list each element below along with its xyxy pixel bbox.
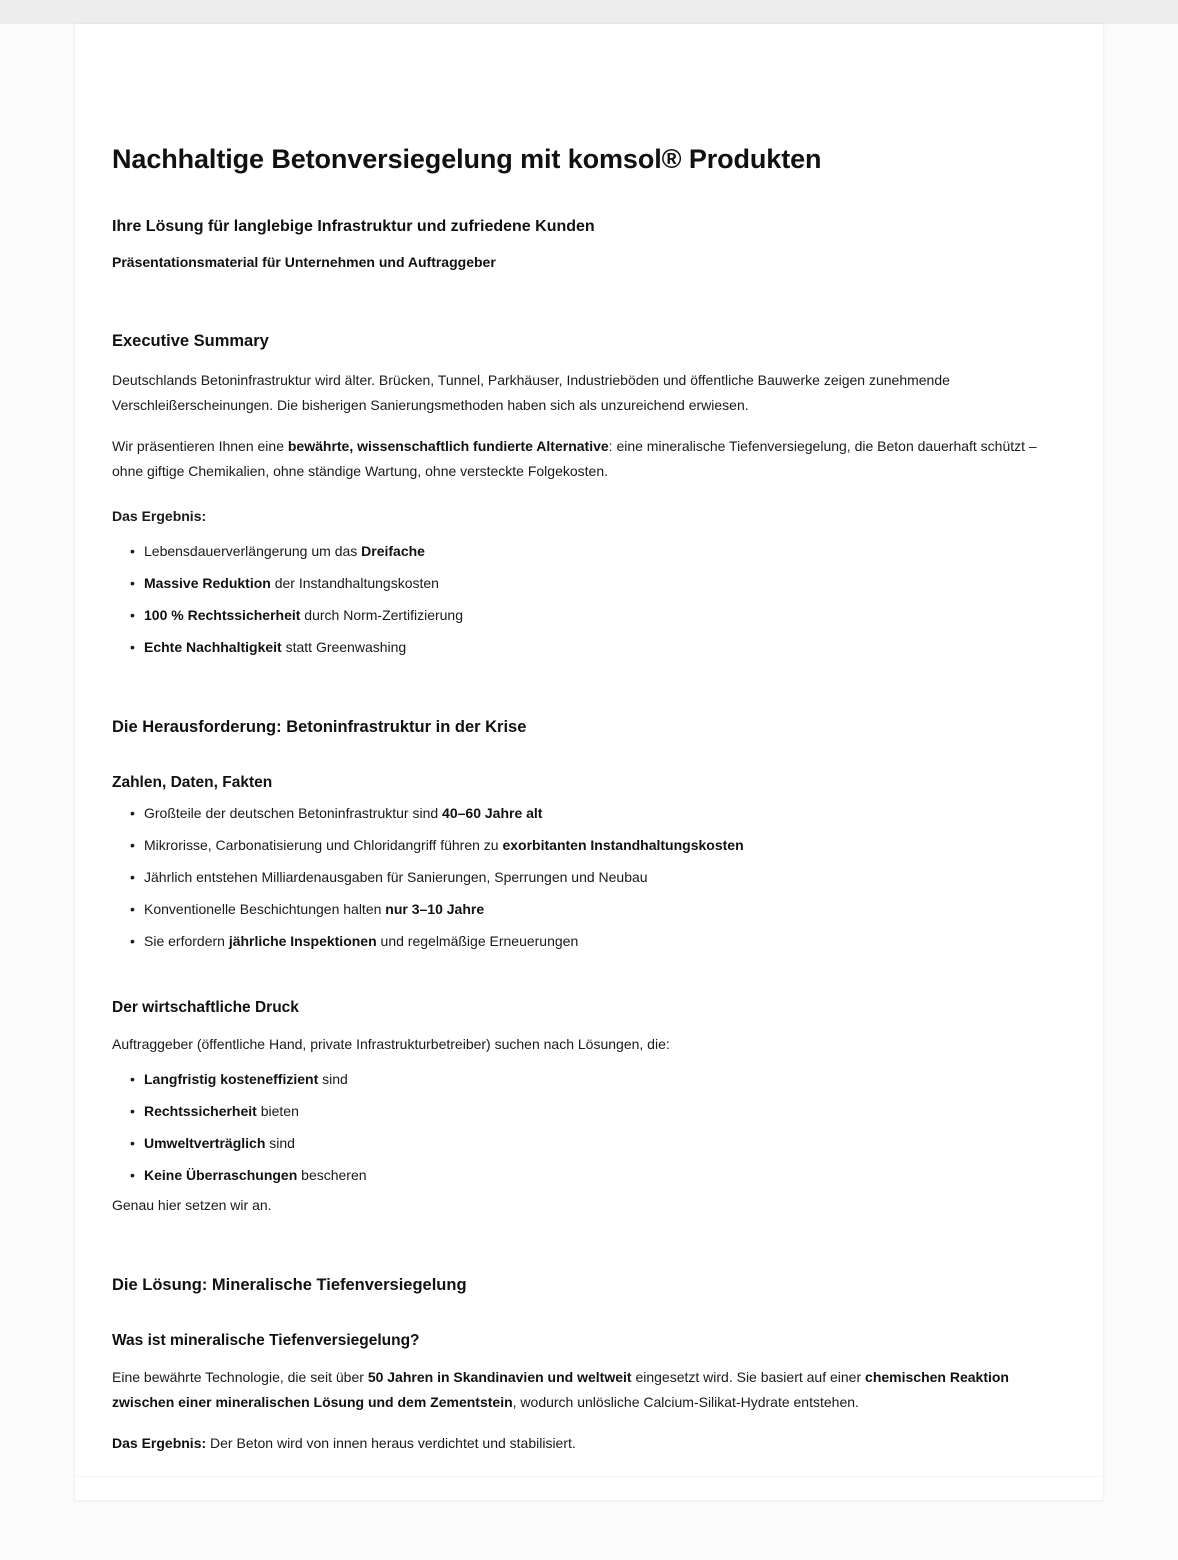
bullet-dot-icon: •: [130, 607, 135, 623]
list-item: [112, 1101, 1063, 1122]
list-item-text-after: der Instandhaltungskosten: [270, 575, 439, 591]
list-item: [112, 931, 1063, 952]
list-item-text-after: sind: [318, 1071, 348, 1087]
list-item-text-before: Jährlich entstehen Milliardenausgaben für Sanierungen, Sperrungen und Neubau: [144, 869, 648, 885]
list-item-emphasis: Dreifache: [361, 543, 425, 559]
bullet-dot-icon: •: [130, 837, 135, 853]
bullet-dot-icon: •: [130, 1167, 135, 1183]
list-item: [112, 605, 1063, 626]
economic-pressure-bullet-list: [112, 1057, 1063, 1186]
list-item: [112, 1133, 1063, 1154]
list-item: [112, 573, 1063, 594]
list-item-text-before: Sie erfordern: [144, 933, 229, 949]
page-break-hairline: [75, 1476, 1103, 1477]
list-item-text-before: Lebensdauerverlängerung um das: [144, 543, 362, 559]
executive-summary-paragraph-1: Deutschlands Betoninfrastruktur wird älter. Brücken, Tunnel, Parkhäuser, Industrieböden und öffentliche Bauwerke zeigen zunehmende Verschleißerscheinungen. Die bisherigen Sanierungsmethoden haben sich als unzureichend erwiesen.: [112, 372, 950, 413]
bullet-dot-icon: •: [130, 575, 135, 591]
bullet-dot-icon: •: [130, 543, 135, 559]
bullet-dot-icon: •: [130, 901, 135, 917]
bullet-dot-icon: •: [130, 869, 135, 885]
paragraph-2-text-after: : eine mineralische Tiefenversiegelung, die Beton dauerhaft schützt – ohne giftige Chemikalien, ohne ständige Wartung, ohne versteckte Folgekosten.: [112, 438, 1037, 479]
economic-pressure-intro: Auftraggeber (öffentliche Hand, private Infrastrukturbetreiber) suchen nach Lösungen, die:: [112, 1036, 670, 1052]
sub-heading-what-is-sealing: Was ist mineralische Tiefenversiegelung?: [112, 1332, 420, 1349]
document-page: [75, 24, 1103, 1500]
sub-heading-economic-pressure: Der wirtschaftliche Druck: [112, 999, 299, 1016]
bullet-dot-icon: •: [130, 1103, 135, 1119]
executive-summary-result-label: Das Ergebnis:: [112, 508, 207, 524]
solution-emphasis-1: 50 Jahren in Skandinavien und weltweit: [367, 1369, 632, 1385]
viewport-top-band: [0, 0, 1178, 24]
bullet-dot-icon: •: [130, 639, 135, 655]
bullet-dot-icon: •: [130, 805, 135, 821]
bullet-dot-icon: •: [130, 1135, 135, 1151]
list-item-emphasis: Keine Überraschungen: [144, 1167, 298, 1183]
list-item: [112, 637, 1063, 658]
list-item-text-after: sind: [265, 1135, 295, 1151]
list-item: [112, 1069, 1063, 1090]
document-subtitle-primary: Ihre Lösung für langlebige Infrastruktur und zufriedene Kunden: [112, 218, 595, 235]
section-heading-challenge: Die Herausforderung: Betoninfrastruktur in der Krise: [112, 718, 527, 736]
list-item-text-before: Großteile der deutschen Betoninfrastruktur sind: [144, 805, 443, 821]
solution-emphasis-2: chemischen Reaktion zwischen einer mineralischen Lösung und dem Zementstein: [112, 1369, 1009, 1410]
executive-summary-paragraph-2: [112, 418, 1063, 484]
list-item-text-before: Konventionelle Beschichtungen halten: [144, 901, 386, 917]
list-item-text-before: Mikrorisse, Carbonatisierung und Chloridangriff führen zu: [144, 837, 503, 853]
list-item-text-after: und regelmäßige Erneuerungen: [376, 933, 579, 949]
sub-heading-facts: Zahlen, Daten, Fakten: [112, 774, 273, 791]
solution-text-part-3: , wodurch unlösliche Calcium-Silikat-Hydrate entstehen.: [512, 1394, 859, 1410]
challenge-facts-bullet-list: [112, 793, 1063, 952]
list-item: [112, 803, 1063, 824]
list-item: [112, 835, 1063, 856]
list-item: [112, 899, 1063, 920]
list-item-text-after: statt Greenwashing: [281, 639, 407, 655]
solution-result-label: Das Ergebnis:: [112, 1435, 207, 1451]
document-content: [112, 24, 1063, 1456]
list-item-emphasis: Echte Nachhaltigkeit: [144, 639, 282, 655]
list-item-text-after: bieten: [256, 1103, 299, 1119]
paragraph-2-text-before: Wir präsentieren Ihnen eine: [112, 438, 288, 454]
list-item-emphasis: Langfristig kosteneffizient: [144, 1071, 319, 1087]
list-item-text-after: bescheren: [297, 1167, 367, 1183]
list-item-emphasis: Umweltverträglich: [144, 1135, 266, 1151]
solution-result-paragraph: [112, 1415, 1063, 1456]
bullet-dot-icon: •: [130, 1071, 135, 1087]
list-item: [112, 867, 1063, 888]
list-item-emphasis: Massive Reduktion: [144, 575, 271, 591]
list-item: [112, 541, 1063, 562]
page-title: Nachhaltige Betonversiegelung mit komsol® Produkten: [112, 144, 822, 174]
list-item-emphasis: exorbitanten Instandhaltungskosten: [502, 837, 744, 853]
document-subtitle-secondary: Präsentationsmaterial für Unternehmen und Auftraggeber: [112, 254, 496, 270]
executive-summary-bullet-list: [112, 529, 1063, 658]
bullet-dot-icon: •: [130, 933, 135, 949]
solution-text-part-2: eingesetzt wird. Sie basiert auf einer: [631, 1369, 866, 1385]
solution-description-paragraph: [112, 1351, 1063, 1415]
solution-result-text: Der Beton wird von innen heraus verdichtet und stabilisiert.: [206, 1435, 576, 1451]
list-item-emphasis: Rechtssicherheit: [144, 1103, 257, 1119]
list-item-text-after: durch Norm-Zertifizierung: [300, 607, 464, 623]
list-item-emphasis: nur 3–10 Jahre: [385, 901, 485, 917]
section-heading-solution: Die Lösung: Mineralische Tiefenversiegelung: [112, 1276, 467, 1294]
list-item: [112, 1165, 1063, 1186]
solution-text-part-1: Eine bewährte Technologie, die seit über: [112, 1369, 368, 1385]
section-heading-executive-summary: Executive Summary: [112, 332, 269, 350]
document-page-inner: [75, 24, 1103, 1456]
list-item-emphasis: 100 % Rechtssicherheit: [144, 607, 301, 623]
challenge-closing-line: Genau hier setzen wir an.: [112, 1197, 272, 1213]
list-item-emphasis: jährliche Inspektionen: [228, 933, 377, 949]
paragraph-2-emphasis: bewährte, wissenschaftlich fundierte Alternative: [287, 438, 609, 454]
list-item-emphasis: 40–60 Jahre alt: [442, 805, 543, 821]
